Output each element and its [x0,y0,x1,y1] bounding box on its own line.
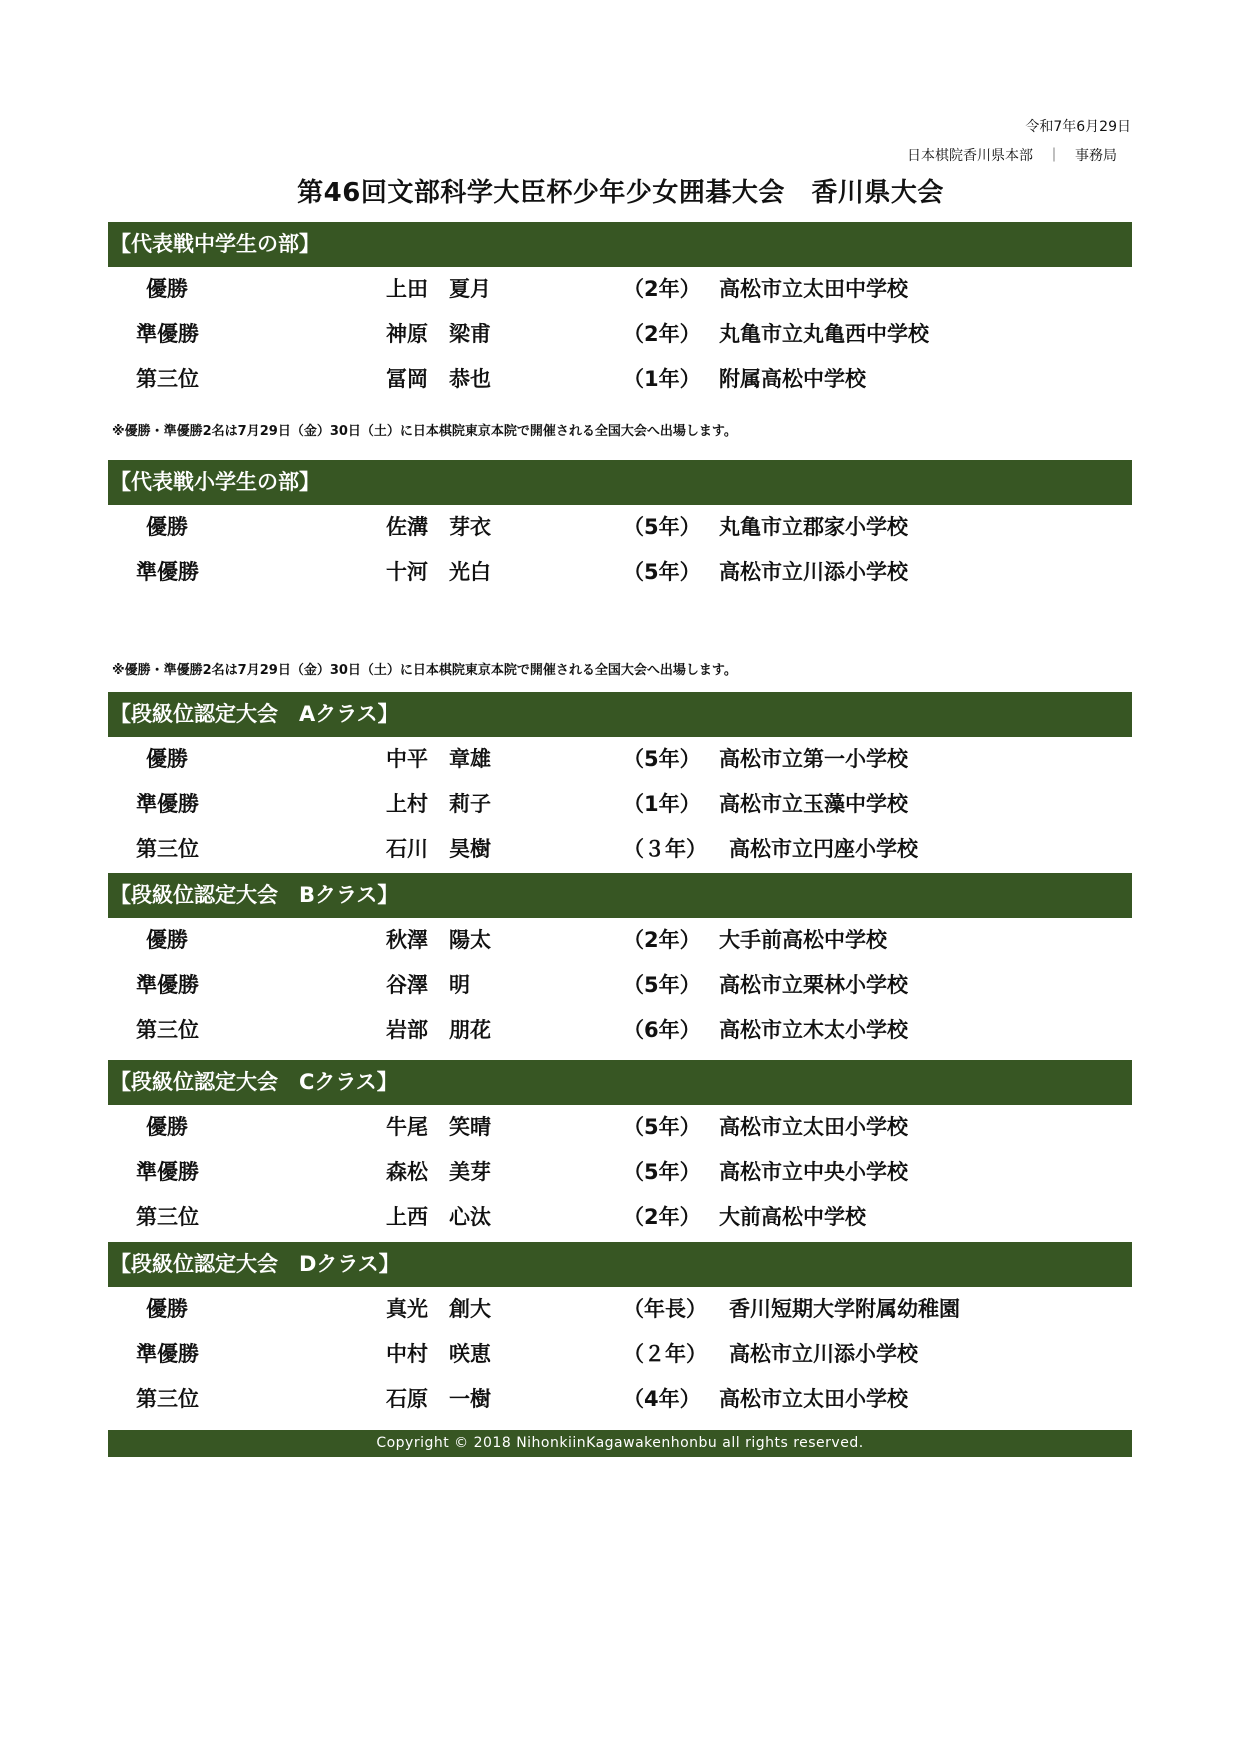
section-junior-high-representative [108,222,1132,402]
player-name: 冨岡 恭也 [386,367,491,391]
rank-label: 準優勝 [136,792,199,816]
rank-label: 優勝 [146,515,188,539]
result-row [108,1195,1132,1240]
player-school: 高松市立太田小学校 [719,1115,908,1139]
result-row [108,918,1132,963]
result-row [108,827,1132,872]
rank-label: 準優勝 [136,973,199,997]
rank-label: 優勝 [146,747,188,771]
player-name: 中平 章雄 [386,747,491,771]
player-school: 丸亀市立郡家小学校 [719,515,908,539]
player-school: 高松市立太田中学校 [719,277,908,301]
player-name: 秋澤 陽太 [386,928,491,952]
rank-label: 第三位 [136,1018,199,1042]
issue-date: 令和7年6月29日 [1025,119,1131,135]
section-header: 【代表戦中学生の部】 [108,222,1132,267]
result-row [108,1377,1132,1422]
player-name: 石川 昊樹 [386,837,491,861]
section-header: 【段級位認定大会 Aクラス】 [108,692,1132,737]
player-grade: （6年） [623,1018,701,1042]
player-name: 神原 梁甫 [386,322,491,346]
rank-label: 第三位 [136,1205,199,1229]
player-grade: （4年） [623,1387,701,1411]
player-name: 森松 美芽 [386,1160,491,1184]
player-school: 高松市立中央小学校 [719,1160,908,1184]
rank-label: 優勝 [146,1115,188,1139]
section-note: ※優勝・準優勝2名は7月29日（金）30日（土）に日本棋院東京本院で開催される全国大会へ出場します。 [112,663,737,678]
player-school: 大前高松中学校 [719,1205,866,1229]
rank-label: 準優勝 [136,1160,199,1184]
rank-label: 第三位 [136,837,199,861]
result-row [108,1287,1132,1332]
player-grade: （2年） [623,1205,701,1229]
player-school: 大手前高松中学校 [719,928,887,952]
result-row [108,1150,1132,1195]
section-class-c [108,1060,1132,1240]
player-school: 附属高松中学校 [719,367,866,391]
player-name: 上西 心汰 [386,1205,491,1229]
player-school: 香川短期大学附属幼稚園 [729,1297,960,1321]
player-name: 谷澤 明 [386,973,470,997]
rank-label: 準優勝 [136,560,199,584]
player-grade: （5年） [623,747,701,771]
player-name: 牛尾 笑晴 [386,1115,491,1139]
player-school: 高松市立第一小学校 [719,747,908,771]
player-grade: （1年） [623,367,701,391]
result-row [108,1332,1132,1377]
player-grade: （３年） [623,837,707,861]
rank-label: 優勝 [146,277,188,301]
player-name: 十河 光白 [386,560,491,584]
rank-label: 第三位 [136,367,199,391]
rank-label: 第三位 [136,1387,199,1411]
rank-label: 準優勝 [136,322,199,346]
player-school: 高松市立玉藻中学校 [719,792,908,816]
result-row [108,782,1132,827]
player-school: 高松市立木太小学校 [719,1018,908,1042]
player-grade: （２年） [623,1342,707,1366]
section-class-b [108,873,1132,1053]
player-school: 高松市立川添小学校 [729,1342,918,1366]
player-grade: （2年） [623,322,701,346]
player-grade: （5年） [623,1115,701,1139]
player-name: 中村 咲恵 [386,1342,491,1366]
player-name: 佐溝 芽衣 [386,515,491,539]
result-row [108,737,1132,782]
player-grade: （5年） [623,560,701,584]
section-header: 【段級位認定大会 Cクラス】 [108,1060,1132,1105]
player-grade: （2年） [623,277,701,301]
player-grade: （5年） [623,973,701,997]
result-row [108,505,1132,550]
player-school: 高松市立円座小学校 [729,837,918,861]
result-row [108,267,1132,312]
player-name: 石原 一樹 [386,1387,491,1411]
page-title: 第46回文部科学大臣杯少年少女囲碁大会 香川県大会 [297,178,944,208]
player-name: 岩部 朋花 [386,1018,491,1042]
player-school: 高松市立川添小学校 [719,560,908,584]
player-grade: （5年） [623,515,701,539]
organization-line: 日本棋院香川県本部 ｜ 事務局 [907,148,1117,164]
player-grade: （2年） [623,928,701,952]
result-row [108,357,1132,402]
section-header: 【段級位認定大会 Bクラス】 [108,873,1132,918]
player-school: 高松市立栗林小学校 [719,973,908,997]
result-row [108,312,1132,357]
player-name: 上田 夏月 [386,277,491,301]
section-header: 【代表戦小学生の部】 [108,460,1132,505]
section-header: 【段級位認定大会 Dクラス】 [108,1242,1132,1287]
result-row [108,1008,1132,1053]
section-note: ※優勝・準優勝2名は7月29日（金）30日（土）に日本棋院東京本院で開催される全国大会へ出場します。 [112,424,737,439]
section-class-d [108,1242,1132,1422]
result-row [108,963,1132,1008]
rank-label: 準優勝 [136,1342,199,1366]
section-elementary-representative [108,460,1132,595]
section-class-a [108,692,1132,872]
rank-label: 優勝 [146,1297,188,1321]
result-row [108,1105,1132,1150]
player-name: 真光 創大 [386,1297,491,1321]
copyright-footer: Copyright © 2018 NihonkiinKagawakenhonbu all rights reserved. [108,1430,1132,1457]
player-school: 高松市立太田小学校 [719,1387,908,1411]
player-school: 丸亀市立丸亀西中学校 [719,322,929,346]
player-grade: （1年） [623,792,701,816]
player-grade: （5年） [623,1160,701,1184]
player-name: 上村 莉子 [386,792,491,816]
result-row [108,550,1132,595]
rank-label: 優勝 [146,928,188,952]
player-grade: （年長） [623,1297,707,1321]
